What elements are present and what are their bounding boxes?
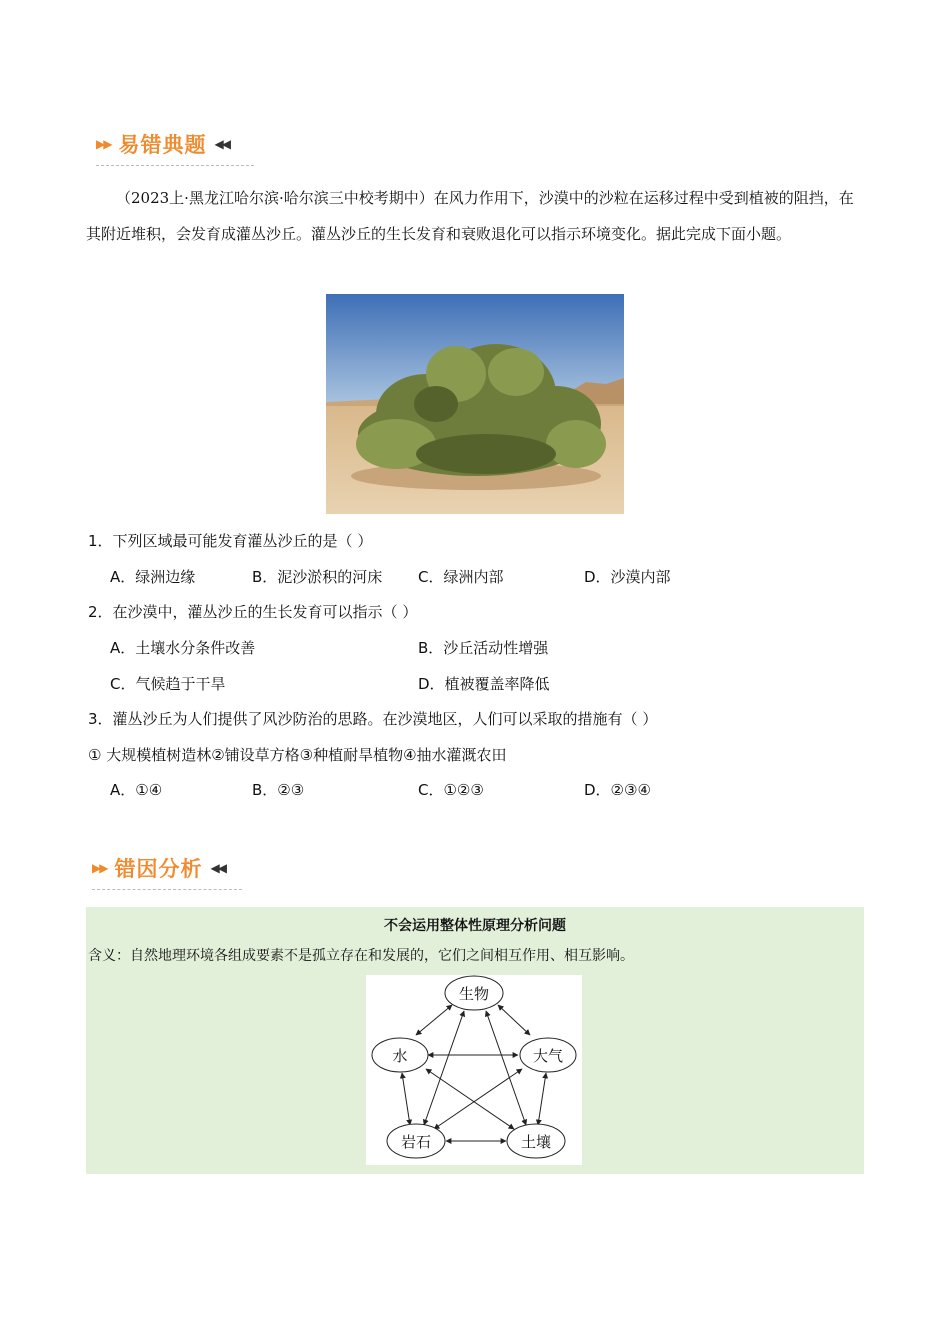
integrity-diagram [366, 975, 582, 1165]
section-header-typical-errors [96, 126, 254, 162]
shrub-dune-photo [326, 294, 624, 514]
question-1: 1．下列区域最可能发育灌丛沙丘的是（ ） [88, 532, 373, 550]
node-biology-label: 生物 [458, 985, 490, 1003]
double-arrow-right-icon: ▶▶ [92, 861, 107, 875]
analysis-box [86, 907, 864, 1174]
node-water-label: 水 [392, 1047, 408, 1065]
question-2-option-d: D．植被覆盖率降低 [418, 675, 550, 693]
analysis-title: 不会运用整体性原理分析问题 [384, 918, 566, 934]
question-2-option-b: B．沙丘活动性增强 [418, 639, 549, 657]
section-title: 错因分析 [114, 857, 203, 881]
section-title: 易错典题 [118, 133, 207, 157]
question-3-option-d: D．②③④ [584, 781, 651, 799]
question-1-option-b: B．泥沙淤积的河床 [252, 568, 383, 586]
node-soil-label: 土壤 [520, 1133, 552, 1151]
question-2-option-c: C．气候趋于干旱 [110, 675, 226, 693]
question-1-option-d: D．沙漠内部 [584, 568, 671, 586]
double-arrow-left-icon: ◀◀ [214, 137, 229, 151]
double-arrow-left-icon: ◀◀ [210, 861, 225, 875]
question-2: 2．在沙漠中，灌丛沙丘的生长发育可以指示（ ） [88, 603, 418, 621]
question-1-option-c: C．绿洲内部 [418, 568, 504, 586]
question-3-option-c: C．①②③ [418, 781, 484, 799]
double-arrow-right-icon: ▶▶ [96, 137, 111, 151]
question-2-option-a: A．土壤水分条件改善 [110, 639, 256, 657]
intro-paragraph: （2023上·黑龙江哈尔滨·哈尔滨三中校考期中）在风力作用下，沙漠中的沙粒在运移过程中受到植被的阻挡，在其附近堆积，会发育成灌丛沙丘。灌丛沙丘的生长发育和衰败退化可以指示环境变化。据此完成下面小题。 [86, 189, 854, 243]
question-3-option-a: A．①④ [110, 781, 163, 799]
dashed-underline [92, 889, 242, 890]
dashed-underline [96, 165, 254, 166]
node-atmosphere-label: 大气 [532, 1047, 564, 1065]
question-1-option-a: A．绿洲边缘 [110, 568, 196, 586]
node-rock-label: 岩石 [400, 1133, 432, 1151]
question-3-option-b: B．②③ [252, 781, 305, 799]
question-3: 3．灌丛沙丘为人们提供了风沙防治的思路。在沙漠地区，人们可以采取的措施有（ ） [88, 710, 658, 728]
question-3-measures: ① 大规模植树造林②铺设草方格③种植耐旱植物④抽水灌溉农田 [88, 746, 507, 764]
section-header-error-analysis [92, 850, 242, 886]
analysis-definition: 含义：自然地理环境各组成要素不是孤立存在和发展的，它们之间相互作用、相互影响。 [88, 948, 634, 964]
